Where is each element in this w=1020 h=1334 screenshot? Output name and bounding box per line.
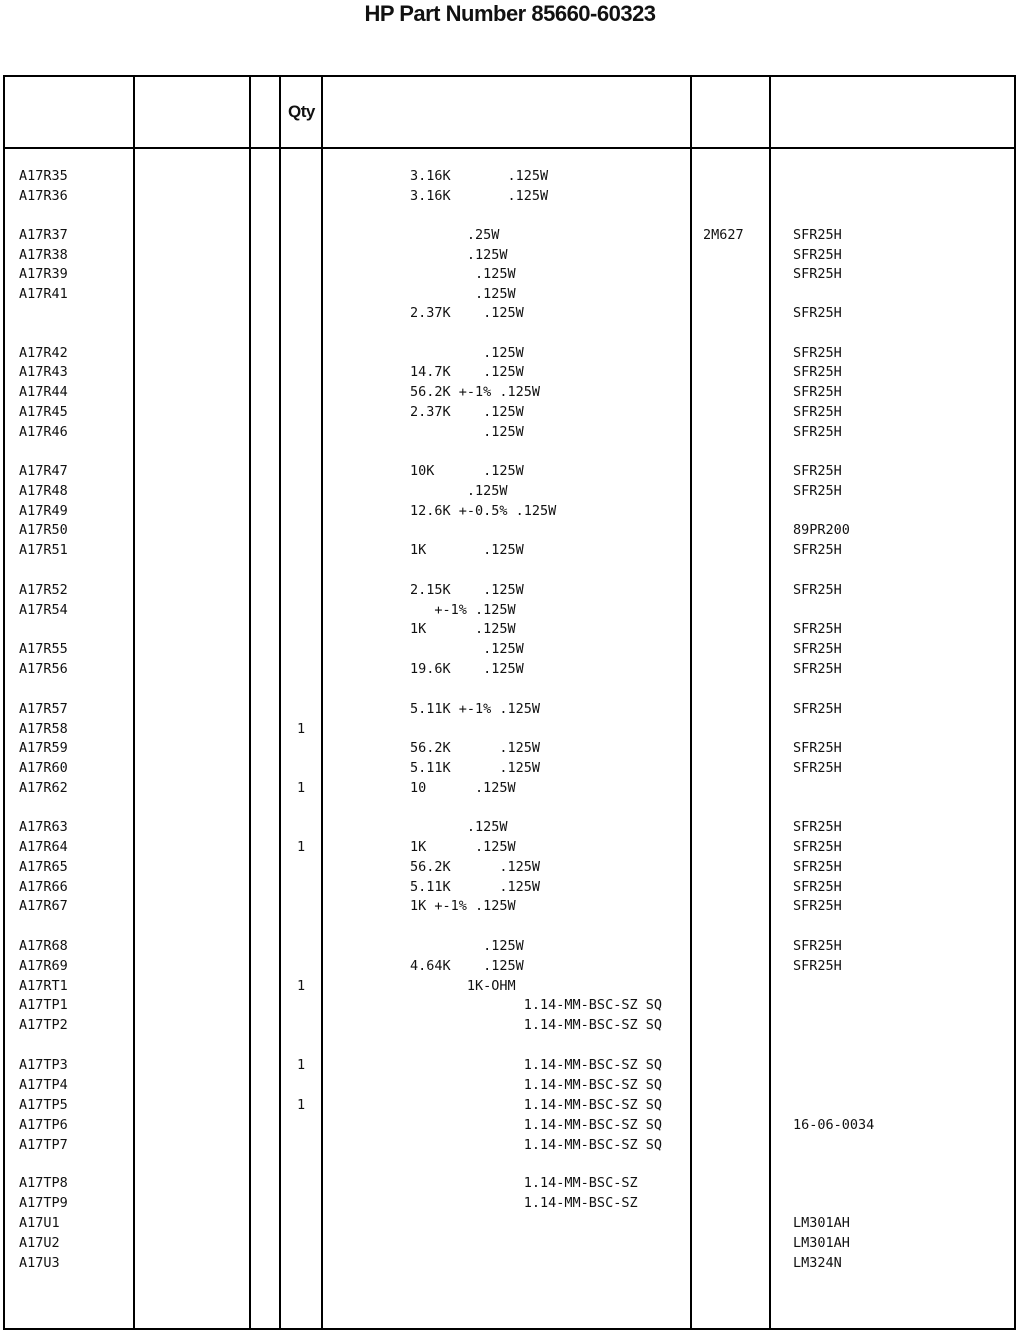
description: .125W xyxy=(410,266,516,282)
reference-designator: A17RT1 xyxy=(19,978,68,994)
column-divider xyxy=(690,75,692,1330)
description: 1.14-MM-BSC-SZ SQ xyxy=(410,1097,662,1113)
description: 3.16K .125W xyxy=(410,188,549,204)
description: 3.16K .125W xyxy=(410,168,549,184)
reference-designator: A17TP2 xyxy=(19,1017,68,1033)
description: 1.14-MM-BSC-SZ SQ xyxy=(410,997,662,1013)
page-title: HP Part Number 85660-60323 xyxy=(364,1,656,26)
mfr-part-number: SFR25H xyxy=(793,266,842,282)
reference-designator: A17R62 xyxy=(19,780,68,796)
description: 1.14-MM-BSC-SZ xyxy=(410,1175,638,1191)
description: 14.7K .125W xyxy=(410,364,524,380)
description: 1.14-MM-BSC-SZ SQ xyxy=(410,1057,662,1073)
description: 5.11K +-1% .125W xyxy=(410,701,541,717)
reference-designator: A17R46 xyxy=(19,424,68,440)
mfr-part-number: SFR25H xyxy=(793,305,842,321)
description: 5.11K .125W xyxy=(410,760,541,776)
description: 1.14-MM-BSC-SZ SQ xyxy=(410,1077,662,1093)
quantity: 1 xyxy=(297,721,306,737)
reference-designator: A17TP9 xyxy=(19,1195,68,1211)
description: 10K .125W xyxy=(410,463,524,479)
reference-designator: A17U1 xyxy=(19,1215,60,1231)
quantity: 1 xyxy=(297,1057,306,1073)
mfr-part-number: SFR25H xyxy=(793,740,842,756)
mfr-part-number: SFR25H xyxy=(793,404,842,420)
quantity: 1 xyxy=(297,839,306,855)
description: 56.2K +-1% .125W xyxy=(410,384,541,400)
description: 10 .125W xyxy=(410,780,516,796)
description: .125W xyxy=(410,938,524,954)
description: 12.6K +-0.5% .125W xyxy=(410,503,557,519)
description: .125W xyxy=(410,483,508,499)
description: 1.14-MM-BSC-SZ SQ xyxy=(410,1017,662,1033)
description: .125W xyxy=(410,286,516,302)
mfr-part-number: SFR25H xyxy=(793,898,842,914)
reference-designator: A17TP3 xyxy=(19,1057,68,1073)
description: 2.37K .125W xyxy=(410,305,524,321)
reference-designator: A17R67 xyxy=(19,898,68,914)
reference-designator: A17R41 xyxy=(19,286,68,302)
mfr-part-number: SFR25H xyxy=(793,463,842,479)
reference-designator: A17R44 xyxy=(19,384,68,400)
mfr-part-number: SFR25H xyxy=(793,661,842,677)
reference-designator: A17R38 xyxy=(19,247,68,263)
reference-designator: A17R48 xyxy=(19,483,68,499)
reference-designator: A17R45 xyxy=(19,404,68,420)
description: 1K .125W xyxy=(410,542,524,558)
mfr-part-number: SFR25H xyxy=(793,384,842,400)
description: 5.11K .125W xyxy=(410,879,541,895)
description: .125W xyxy=(410,641,524,657)
mfr-part-number: SFR25H xyxy=(793,345,842,361)
mfr-part-number: SFR25H xyxy=(793,483,842,499)
reference-designator: A17TP1 xyxy=(19,997,68,1013)
mfr-part-number: SFR25H xyxy=(793,227,842,243)
reference-designator: A17R49 xyxy=(19,503,68,519)
header-divider xyxy=(3,147,1016,149)
mfr-code: 2M627 xyxy=(703,227,744,243)
quantity: 1 xyxy=(297,1097,306,1113)
reference-designator: A17TP7 xyxy=(19,1137,68,1153)
mfr-part-number: 16-06-0034 xyxy=(793,1117,875,1133)
description: 2.37K .125W xyxy=(410,404,524,420)
reference-designator: A17R42 xyxy=(19,345,68,361)
reference-designator: A17R63 xyxy=(19,819,68,835)
description: 1.14-MM-BSC-SZ xyxy=(410,1195,638,1211)
reference-designator: A17R54 xyxy=(19,602,68,618)
reference-designator: A17R36 xyxy=(19,188,68,204)
description: 2.15K .125W xyxy=(410,582,524,598)
mfr-part-number: SFR25H xyxy=(793,938,842,954)
reference-designator: A17R66 xyxy=(19,879,68,895)
reference-designator: A17R43 xyxy=(19,364,68,380)
mfr-part-number: SFR25H xyxy=(793,641,842,657)
reference-designator: A17TP6 xyxy=(19,1117,68,1133)
reference-designator: A17R56 xyxy=(19,661,68,677)
mfr-part-number: SFR25H xyxy=(793,958,842,974)
reference-designator: A17R68 xyxy=(19,938,68,954)
reference-designator: A17R64 xyxy=(19,839,68,855)
mfr-part-number: LM301AH xyxy=(793,1215,850,1231)
quantity: 1 xyxy=(297,978,306,994)
description: 19.6K .125W xyxy=(410,661,524,677)
reference-designator: A17R50 xyxy=(19,522,68,538)
mfr-part-number: SFR25H xyxy=(793,760,842,776)
description: 1K .125W xyxy=(410,839,516,855)
description: .125W xyxy=(410,247,508,263)
column-divider xyxy=(133,75,135,1330)
reference-designator: A17R51 xyxy=(19,542,68,558)
mfr-part-number: 89PR200 xyxy=(793,522,850,538)
mfr-part-number: SFR25H xyxy=(793,839,842,855)
mfr-part-number: SFR25H xyxy=(793,364,842,380)
reference-designator: A17R47 xyxy=(19,463,68,479)
mfr-part-number: SFR25H xyxy=(793,247,842,263)
description: .125W xyxy=(410,424,524,440)
description: 1.14-MM-BSC-SZ SQ xyxy=(410,1117,662,1133)
description: .25W xyxy=(410,227,500,243)
reference-designator: A17R55 xyxy=(19,641,68,657)
reference-designator: A17R60 xyxy=(19,760,68,776)
mfr-part-number: LM301AH xyxy=(793,1235,850,1251)
column-divider xyxy=(279,75,281,1330)
column-divider xyxy=(249,75,251,1330)
description: 1K .125W xyxy=(410,621,516,637)
description: .125W xyxy=(410,345,524,361)
reference-designator: A17TP4 xyxy=(19,1077,68,1093)
reference-designator: A17TP5 xyxy=(19,1097,68,1113)
description: 56.2K .125W xyxy=(410,740,541,756)
reference-designator: A17R35 xyxy=(19,168,68,184)
column-divider xyxy=(769,75,771,1330)
description: 1K-OHM xyxy=(410,978,516,994)
reference-designator: A17R59 xyxy=(19,740,68,756)
description: 1K +-1% .125W xyxy=(410,898,516,914)
mfr-part-number: SFR25H xyxy=(793,621,842,637)
reference-designator: A17R39 xyxy=(19,266,68,282)
reference-designator: A17R69 xyxy=(19,958,68,974)
description: 1.14-MM-BSC-SZ SQ xyxy=(410,1137,662,1153)
mfr-part-number: SFR25H xyxy=(793,819,842,835)
reference-designator: A17R57 xyxy=(19,701,68,717)
mfr-part-number: SFR25H xyxy=(793,879,842,895)
reference-designator: A17TP8 xyxy=(19,1175,68,1191)
reference-designator: A17R58 xyxy=(19,721,68,737)
description: +-1% .125W xyxy=(410,602,516,618)
mfr-part-number: SFR25H xyxy=(793,582,842,598)
reference-designator: A17R65 xyxy=(19,859,68,875)
quantity: 1 xyxy=(297,780,306,796)
column-divider xyxy=(321,75,323,1330)
mfr-part-number: SFR25H xyxy=(793,542,842,558)
mfr-part-number: LM324N xyxy=(793,1255,842,1271)
description: 56.2K .125W xyxy=(410,859,541,875)
reference-designator: A17R37 xyxy=(19,227,68,243)
mfr-part-number: SFR25H xyxy=(793,859,842,875)
reference-designator: A17R52 xyxy=(19,582,68,598)
qty-column-header: Qty xyxy=(288,102,315,121)
mfr-part-number: SFR25H xyxy=(793,424,842,440)
reference-designator: A17U2 xyxy=(19,1235,60,1251)
description: .125W xyxy=(410,819,508,835)
description: 4.64K .125W xyxy=(410,958,524,974)
mfr-part-number: SFR25H xyxy=(793,701,842,717)
reference-designator: A17U3 xyxy=(19,1255,60,1271)
